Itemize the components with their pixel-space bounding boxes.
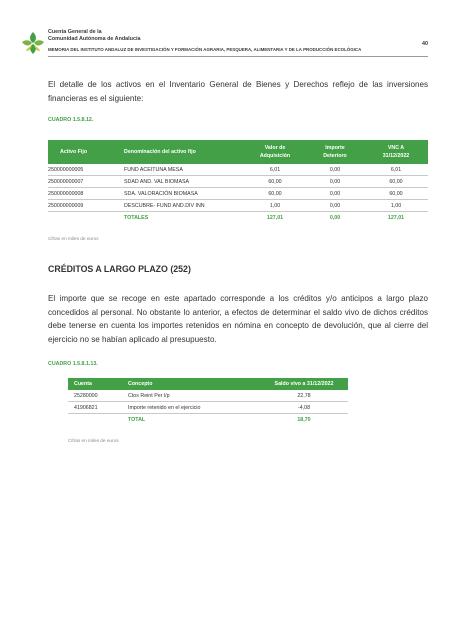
table1-note: Cifras en miles de euros [48,236,99,241]
credits-table [68,378,348,425]
th-vnc [364,140,428,164]
cell-activo: 250000000005 [48,164,124,176]
cell-deterioro: 0,00 [306,176,364,188]
header-title [48,29,140,42]
cell-valor: 1,00 [244,200,306,212]
th-activo: Activo Fijo [48,140,124,164]
table2-note: Cifras en miles de euros [68,438,119,443]
assets-table [48,140,428,223]
cell-total-label: TOTAL [128,416,146,423]
cell-denominacion: FUND ACEITUNA MESA [124,164,244,176]
cell-denominacion: SDA. VALORACIÓN BIOMASA [124,188,244,200]
cell-saldo: 22,78 [260,390,348,402]
th-cuenta: Cuenta [68,378,128,390]
cell-total-deterioro: 0,00 [329,214,341,221]
cell-total-vnc: 127,01 [387,214,405,221]
intro-paragraph: El detalle de los activos en el Inventario General de Bienes y Derechos reflejo de las inversiones financieras es el siguiente: [48,80,428,103]
cell-vnc: 1,00 [364,200,428,212]
th-valor [244,140,306,164]
cell-concepto: Importe retenido en el ejercicio [128,402,260,414]
cell-activo: 250000000007 [48,176,124,188]
header-divider [48,56,428,57]
th-vnc-line2: 31/12/2022 [382,153,410,159]
cell-deterioro: 0,00 [306,164,364,176]
cell-denominacion: DESCUBRE- FUND AND.DIV INN [124,200,244,212]
section-paragraph: El importe que se recoge en este apartado corresponde a los créditos y/o anticipos a largo plazo concedidos al personal. No obstante lo anterior, a efectos de determinar el saldo vivo de dichos créditos debe tenerse en cuenta los importes retenidos en nómina en concepto de devolución, que al cierre del ejercicio no se habían aplicado al presupuesto. [48,294,428,344]
section-title: CRÉDITOS A LARGO PLAZO (252) [48,264,191,274]
cell-total-label: TOTALES [124,214,149,221]
table1-caption: CUADRO 1.5.8.12. [48,117,94,123]
table-total-row [68,414,348,426]
table-total-row [48,212,428,224]
th-concepto: Concepto [128,378,260,390]
table2-caption: CUADRO 1.5.8.1.13. [48,361,98,367]
th-valor-line1: Valor de [264,145,286,151]
cell-activo: 250000000008 [48,188,124,200]
cell-valor: 60,00 [244,188,306,200]
cell-vnc: 60,00 [364,176,428,188]
th-denominacion: Denominación del activo fijo [124,140,244,164]
cell-deterioro: 0,00 [306,188,364,200]
th-importe-line1: Importe [325,145,345,151]
cell-cuenta: 41906821 [68,402,128,414]
cell-saldo: -4,08 [260,402,348,414]
table-row [68,390,348,402]
cell-total-valor: 127,01 [266,214,284,221]
th-importe [306,140,364,164]
cell-valor: 6,01 [244,164,306,176]
cell-deterioro: 0,00 [306,200,364,212]
cell-vnc: 60,00 [364,188,428,200]
cell-activo: 250000000009 [48,200,124,212]
th-saldo: Saldo vivo a 31/12/2022 [260,378,348,390]
cell-valor: 60,00 [244,176,306,188]
table-row [48,164,428,176]
page-number: 40 [422,41,428,47]
header-title-line2: Comunidad Autónoma de Andalucía [48,35,141,42]
cell-total-saldo: 18,70 [297,416,311,423]
table-row [48,188,428,200]
cell-cuenta: 25280000 [68,390,128,402]
table-row [48,200,428,212]
cell-concepto: Ctos Reint Per l/p [128,390,260,402]
table-row [68,402,348,414]
table-row [48,176,428,188]
header-subtitle: MEMORIA DEL INSTITUTO ANDALUZ DE INVESTIGACIÓN Y FORMACIÓN AGRARIA, PESQUERA, ALIMENTARIA Y DE LA PRODUCCIÓN ECOLÓGICA [48,47,362,52]
header-title-line1: Cuenta General de la [48,29,102,35]
th-valor-line2: Adquisición [259,153,291,159]
th-vnc-line1: VNC A [387,145,405,151]
junta-andalucia-logo-icon [20,30,46,56]
th-importe-line2: Deterioro [323,153,347,159]
cell-vnc: 6,01 [364,164,428,176]
cell-denominacion: SDAD AND. VAL BIOMASA [124,176,244,188]
